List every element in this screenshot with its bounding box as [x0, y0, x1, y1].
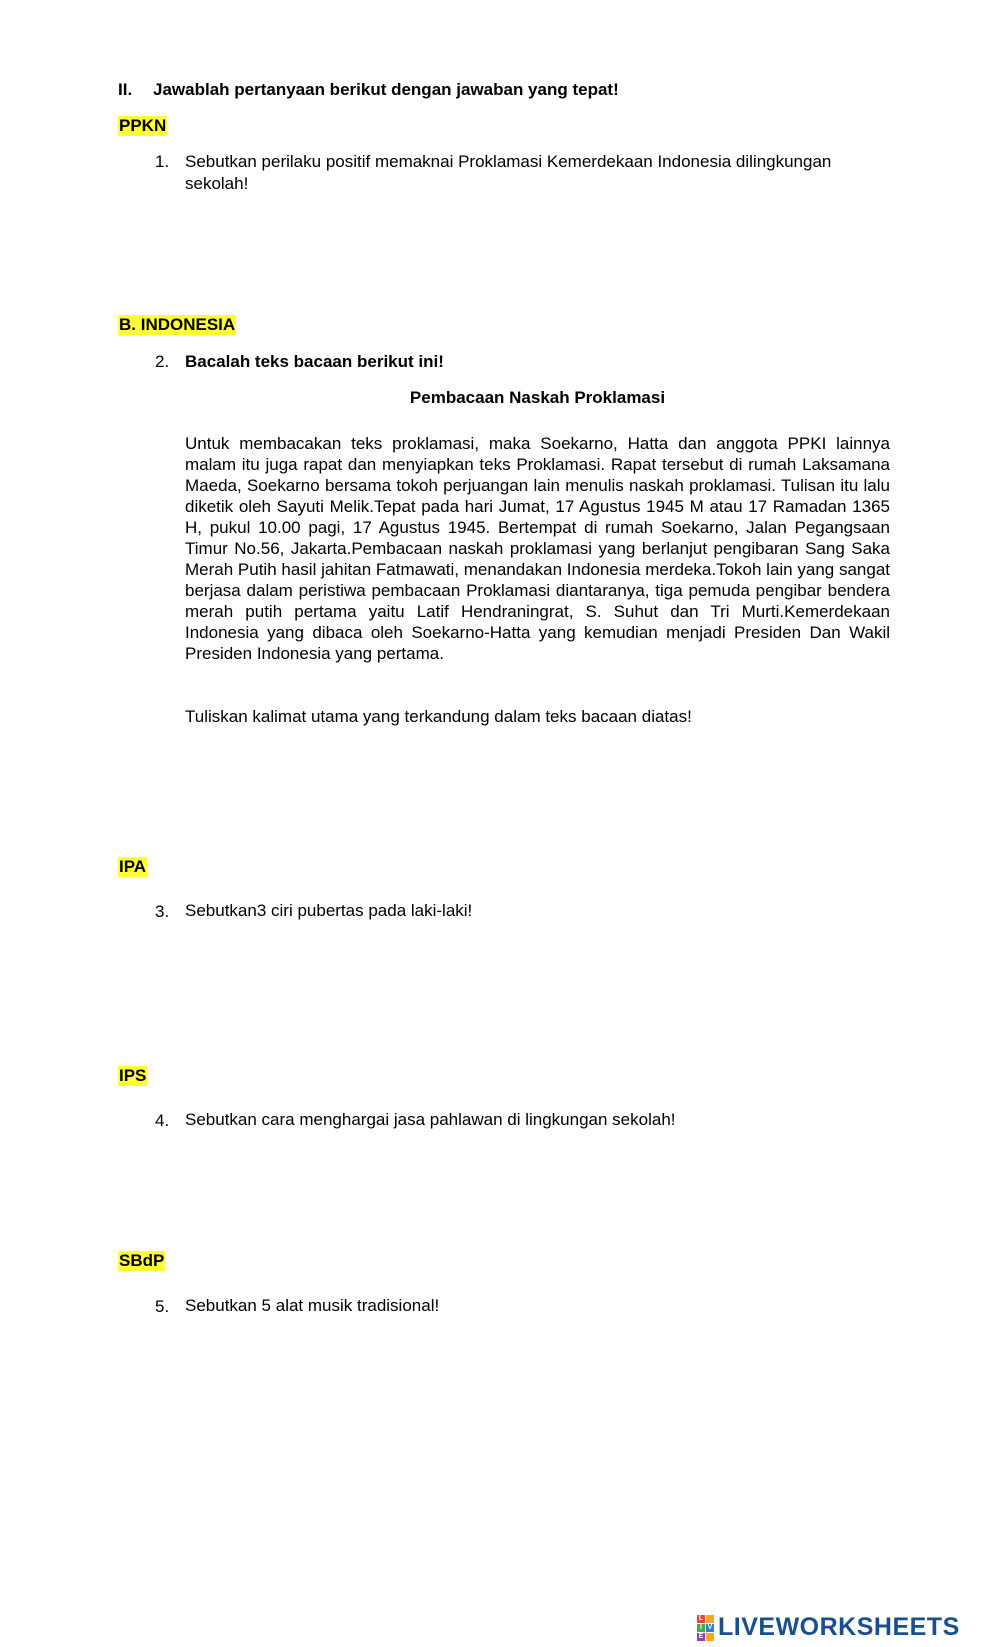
question-number-3: 3. — [155, 902, 170, 921]
subject-label-ppkn: PPKN — [119, 116, 167, 135]
question-1-text: Sebutkan perilaku positif memaknai Proklamasi Kemerdekaan Indonesia dilingkungan sekolah! — [185, 152, 832, 193]
question-4-text: Sebutkan cara menghargai jasa pahlawan di lingkungan sekolah! — [185, 1110, 676, 1129]
logo-letter-e: E — [698, 1632, 704, 1640]
logo-wordmark: LIVEWORKSHEETS — [718, 1613, 960, 1641]
subject-label-ips: IPS — [119, 1066, 147, 1085]
question-number-1: 1. — [155, 152, 170, 171]
question-5-text: Sebutkan 5 alat musik tradisional! — [185, 1296, 440, 1315]
logo-letter-v: V — [707, 1623, 713, 1631]
question-2-text: Bacalah teks bacaan berikut ini! — [185, 352, 444, 371]
logo-mark-icon — [697, 1615, 714, 1641]
instruction-heading: Jawablah pertanyaan berikut dengan jawaban yang tepat! — [153, 80, 619, 99]
question-2-task: Tuliskan kalimat utama yang terkandung dalam teks bacaan diatas! — [185, 707, 692, 726]
section-roman-numeral: II. — [118, 80, 133, 99]
passage-title: Pembacaan Naskah Proklamasi — [409, 388, 666, 407]
logo-letter-i: I — [697, 1624, 705, 1632]
question-number-2: 2. — [155, 352, 170, 371]
subject-label-indonesia: B. INDONESIA — [119, 315, 236, 334]
reading-passage: Untuk membacakan teks proklamasi, maka Soekarno, Hatta dan anggota PPKI lainnya malam itu juga rapat dan menyiapkan teks Proklamasi. Rapat tersebut di rumah Laksamana Maeda, Soekarno bersama tokoh perjuangan lain menulis naskah proklamasi. Tulisan itu lalu diketik oleh Sayuti Melik.Tepat pada hari Jumat, 17 Agustus 1945 M atau 17 Ramadan 1365 H, pukul 10.00 pagi, 17 Agustus 1945. Bertempat di rumah Soekarno, Jalan Pegangsaan Timur No.56, Jakarta.Pembacaan naskah proklamasi yang berlanjut pengibaran Sang Saka Merah Putih hasil jahitan Fatmawati, menandakan Indonesia merdeka.Tokoh lain yang sangat berjasa dalam peristiwa pembacaan Proklamasi diantaranya, tiga pemuda pengibar bendera merah putih pertama yaitu Latif Hendraningrat, S. Suhut dan Tri Murti.Kemerdekaan Indonesia yang dibaca oleh Soekarno-Hatta yang kemudian menjadi Presiden Dan Wakil Presiden Indonesia yang pertama. — [185, 434, 890, 663]
subject-label-sbdp: SBdP — [119, 1251, 165, 1270]
subject-label-ipa: IPA — [119, 857, 147, 876]
question-number-5: 5. — [155, 1297, 170, 1316]
liveworksheets-logo — [697, 1613, 960, 1642]
logo-letter-l: L — [698, 1614, 704, 1622]
question-3-text: Sebutkan3 ciri pubertas pada laki-laki! — [185, 901, 473, 920]
question-number-4: 4. — [155, 1111, 170, 1130]
